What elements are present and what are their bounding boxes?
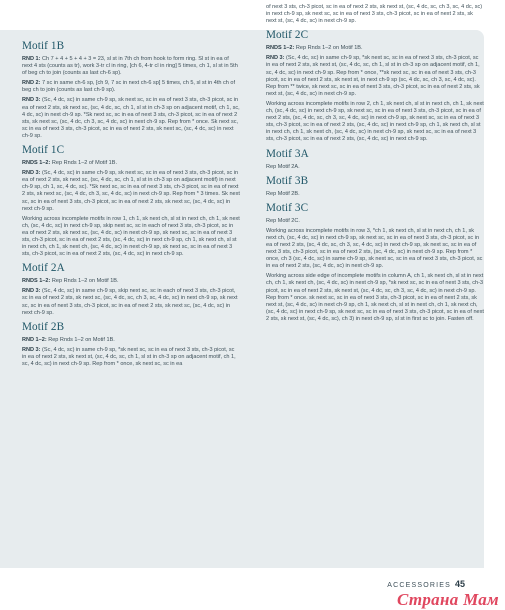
instruction-paragraph [266,45,484,52]
instruction-paragraph [266,273,484,323]
motif-section [266,29,484,143]
round-label: RNDS 1–2: [22,278,51,285]
instruction-text: (Sc, 4 dc, sc) in same ch-9 sp, *sk next sc, sc in ea of next 3 sts, ch-3 picot, sc in ea of next 2 sts, sk next st, (sc, 4 dc, sc, ch 1, sl st in ch-3 sp on adjacent motif, ch 1, sc, 4 dc, sc) in next ch-9 sp. Rep from * once, sk next sc, sc in ea [22,346,236,367]
instruction-text: 7 sc in same ch-6 sp, [ch 9, 7 sc in next ch-6 sp] 5 times, ch 5, sl st in 4th ch of beg ch to join (counts as last ch-9 sp). [22,80,236,94]
instruction-text: Rep Rnds 1–2 on Motif 1B. [295,45,363,52]
instruction-text: Rep Motif 2B. [266,190,300,197]
instruction-text: Ch 7 + 4 + 5 + 4 + 3 = 23, sl st in 7th ch from hook to form ring. Sl st in ea of next 4 sts (counts as tr), work 3-tr cl in ring, [ch 6, 4-tr cl in ring] 5 times, ch 1, sl st in 5th of beg ch to join (counts as last ch-6 sp). [22,56,238,77]
instruction-paragraph [266,55,484,98]
instruction-paragraph [266,228,484,271]
round-label: RND 3: [22,288,41,295]
round-label: RND 3: [22,97,41,104]
instruction-paragraph [22,347,240,368]
instruction-text: Rep Rnds 1–2 on Motif 1B. [51,278,119,285]
instruction-text: Working across incomplete motifs in row 2, ch 1, sk next ch, sl st in next ch, ch 1, sk next ch, (sc, 4 dc, sc) in next ch-9 sp, sk next sc, sc in ea of next 3 sts, ch-3 picot, sc in ea of next 2 sts, (sc, 4 dc, sc, ch 3, sc, 4 dc, sc) in next ch-9 sp, sk next sc, sc in ea of next 3 sts, ch-3 picot, sc in ea of next 2 sts, (sc, 4 dc, sc) in next ch-9 sp, ch 1, sk next ch, sl st in next ch, ch 1, sk next ch, (sc, 4 dc, sc) in next ch-9 sp, sk next sc, sc in ea of next 3 sts, ch-3 picot, sc in ea of next 2 sts, (sc, 4 dc, sc) in next ch-9 sp. [266,100,484,143]
section-heading: Motif 1B [22,40,65,52]
section-heading: Motif 2C [266,29,309,42]
motif-section [22,262,240,316]
section-heading: Motif 2B [22,320,65,333]
watermark-logo: Страна Мам [396,590,499,609]
round-label: RND 3: [266,55,285,62]
round-label: RND 2: [22,80,41,87]
section-label: ACCESSORIES [387,582,451,589]
instruction-paragraph [22,288,240,316]
instruction-text: Rep Motif 2A. [266,163,300,170]
content-panel [0,4,484,568]
motif-section [266,202,484,323]
instruction-text: Rep Rnds 1–2 on Motif 1B. [48,336,115,343]
instruction-text: Working across incomplete motifs in row 3, *ch 1, sk next ch, sl st in next ch, ch 1, sk next ch, (sc, 4 dc, sc) in next ch-9 sp, sk next sc, sc in ea of next 3 sts, ch-3 picot, sc in ea of next 2 sts, (sc, 4 dc, sc, ch 3, sc, 4 dc, sc) in next ch-9 sp, sk next sc, sc in ea of next 3 sts, ch-3 picot, sc in ea of next 2 sts, (sc, 4 dc, sc) in next ch-9 sp. Rep from * once, ch 3 (sc, 4 dc, sc) in same ch-9 sp, sk next sc, sc in ea of next 3 sts, ch-3 picot, sc in ea of next 2 sts, (sc, 4 dc, sc) in next ch-9 sp. [266,227,483,270]
round-label: RND 1–2: [22,336,47,343]
motif-section [266,175,484,198]
instruction-text: Working across incomplete motifs in row 1, ch 1, sk next ch, sl st in next ch, ch 1, sk next ch, (sc, 4 dc, sc) in next ch-9 sp, skip next sc, sc in each of next 3 sts, ch-3 picot, sc in ea of next 2 sts, sk next sc, (sc, 4 dc, sc) in next ch-9 sp, sk next sc, sc in ea of next 3 sts, ch-3 picot, sc in ea of next 2 sts, (sc, 4 dc, sc) in next ch-9 sp, ch 1, sk next ch, sl st in next ch, ch 1, sk next ch, (sc, 4 dc, sc) in next ch-9 sp, sk next sc, sc in ea of next 3 sts, ch-3 picot, sc in ea of next 2 sts, (sc, 4 dc, sc) in next ch-9 sp. [22,215,240,258]
round-label: RND 3: [22,346,41,353]
instruction-text: Rep Rnds 1–2 of Motif 1B. [51,160,117,167]
instruction-paragraph [22,170,240,213]
instruction-text: Working across side edge of incomplete motifs in column A, ch 1, sk next ch, sl st in next ch, ch 1, sk next ch, (sc, 4 dc, sc) in next ch-9 sp, *sk next sc, sc in ea of next 3 sts, ch-3 picot, sc in ea of next 2 sts, sk next st, (sc, 4 dc, sc, ch 3, sc, 4 dc, sc) in next ch-9 sp. Rep from * once. sk next sc, sc in ea of next 3 sts, ch-3 picot, sc in ea of next 2 sts, sk next st, (sc, 4 dc, sc) in next ch-9 sp, ch 1, sk next ch, sl st in next ch, ch 1, sk next ch, (sc, 4 dc, sc) in next ch-9 sp, sk next sc, sc in ea of next 3 sts, ch-3 picot, sc in ea of next 2 sts, sk next st, (sc, 4 dc, sc), ch 3) in next ch-9 sp, sl st in first sc to join. Fasten off. [266,273,484,322]
instruction-paragraph [22,56,240,77]
instruction-paragraph [22,278,240,285]
page-number: 45 [454,579,465,589]
instruction-text: (Sc, 4 dc, sc) in same ch-9 sp, skip next sc, sc in each of next 3 sts, ch-3 picot, sc in ea of next 2 sts, sk next sc, (sc, 4 dc, sc, ch 3, sc, 4 dc, sc) in next ch-9 sp, sk next sc, sc in ea of next 3 sts, ch-3 picot, sc in ea of next 2 sts, sk next sc, (sc, 4 dc, sc) in next ch-9 sp. [22,288,238,316]
instruction-text: (Sc, 4 dc, sc) in same ch-9 sp, sk next sc, sc in ea of next 3 sts, ch-3 picot, sc in ea of next 2 sts, sk next sc, (sc, 4 dc, sc, ch 1, sl st in ch-3 sp on adjacent motif, ch 1, sc, 4 dc, sc) in next ch-9 sp. *Sk next sc, sc in ea of next 3 sts, ch-3 picot, sc in ea of next 2 sts, sk next sc, (sc, 4 dc, ch 3, sc, 4 dc, sc) in next ch-9 sp. Rep from * once. Sk next sc, sc in ea of next 3 sts, ch-3 picot, sc in ea of next 2 sts, sk next sc, (sc, 4 dc, sc) in next ch-9 sp. [22,97,240,139]
instruction-paragraph [22,80,240,94]
instruction-text: (Sc, 4 dc, sc) in same ch-9 sp, *sk next sc, sc in ea of next 3 sts, ch-3 picot, sc in ea of next 2 sts, sk next st, (sc, 4 dc, sc, ch 1, sl st in ch-3 sp on adjacent motif, ch 1, sc, 4 dc, sc) in next ch-9 sp. Rep from * once, **sk next sc, sc in ea of next 3 sts, ch-3 picot, sc in ea of next 2 sts, sk next st, in next ch-9 sp (sc, 4 dc, sc, ch 3, sc, 4 dc, sc). Rep from ** twice, sk next sc, sc in ea of next 3 sts, ch-3 picot, sc in ea of next 2 sts, sk next st, (sc, 4 dc, sc) in next ch-9 sp. [266,55,480,97]
motif-section [22,321,240,368]
section-heading: Motif 2A [22,262,65,275]
motif-section [266,148,484,171]
section-heading: Motif 3B [266,174,309,187]
instruction-paragraph [266,101,484,144]
instruction-paragraph [22,160,240,167]
round-label: RNDS 1–2: [22,160,51,167]
motif-section [266,4,484,25]
instruction-paragraph [22,337,240,344]
instruction-text: (Sc, 4 dc, sc) in same ch-9 sp, sk next sc, sc in ea of next 3 sts, ch-3 picot, sc in ea of next 2 sts, sk next sc, (sc, 4 dc, sc, ch 1, sl st in ch-3 sp on adjacent motif) in next ch-9 sp, ch 1, sc, 4 dc, sc). *Sk next sc, sc in ea of next 3 sts, ch-3 picot, sc in ea of next 2 sts, sk next sc, (sc, 4 dc, ch 3, sc, 4 dc, sc) in next ch-9 sp. Rep from * 3 times. Sk next sc, sc in ea of next 3 sts, ch-3 picot, sc in ea of next 2 sts, sk next sc, (sc, 4 dc, sc) in next ch-9 sp. [22,170,240,212]
instruction-paragraph [22,216,240,259]
section-heading: Motif 1C [22,144,65,157]
instruction-text: of next 3 sts, ch-3 picot, sc in ea of next 2 sts, sk next st, (sc, 4 dc, sc, ch 3, sc, 4 dc, sc) in next ch-9 sp, sk next sc, sc in ea of next 3 sts, ch-3 picot, sc in ea of next 2 sts, sk next st, (sc, 4 dc, sc) in next ch-9 sp. [266,4,483,25]
round-label: RND 1: [22,56,41,62]
instruction-paragraph [266,4,484,25]
instruction-paragraph [22,97,240,140]
round-label: RND 3: [22,170,41,177]
right-column [266,4,484,326]
motif-section [22,144,240,258]
instruction-paragraph [266,164,484,171]
instruction-paragraph [266,218,484,225]
instruction-text: Rep Motif 2C. [266,217,300,224]
instruction-paragraph [266,191,484,198]
page-footer [387,579,465,589]
section-heading: Motif 3C [266,201,309,214]
section-heading: Motif 3A [266,147,309,160]
left-column [22,36,240,371]
motif-section [22,40,240,140]
round-label: RNDS 1–2: [266,45,295,52]
